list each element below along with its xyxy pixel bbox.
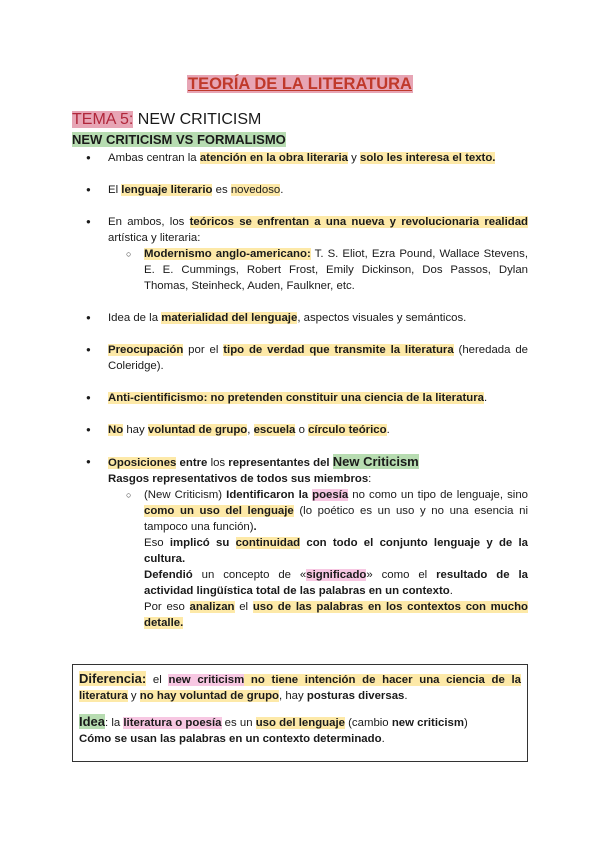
- list-item: ● Idea de la materialidad del lenguaje, aspectos visuales y semánticos.: [72, 310, 528, 326]
- sub-list: [108, 246, 528, 294]
- list-item: ● El lenguaje literario es novedoso.: [72, 182, 528, 198]
- sub-list: [108, 487, 528, 631]
- tema-name: NEW CRITICISM: [133, 111, 262, 128]
- idea-label: Idea: [79, 714, 106, 729]
- sub-list-item: ○ Modernismo anglo-americano: T. S. Eliot, Ezra Pound, Wallace Stevens, E. E. Cummings, Robert Frost, Emily Dickinson, Dos Passos, Dylan Thomas, Steinheck, Auden, Faulkner, etc.: [108, 246, 528, 294]
- summary-box: [72, 664, 528, 762]
- list-item: ● En ambos, los teóricos se enfrentan a una nueva y revolucionaria realidad artística y literaria: ○ Modernismo anglo-americano: T. S. Eliot, Ezra Pound, Wallace Stevens, E. E. Cummings, Robert Frost, Emily Dickinson, Dos Passos, Dylan Thomas, Steinheck, Auden, Faulkner, etc.: [72, 214, 528, 294]
- idea-paragraph: Idea: la literatura o poesía es un uso del lenguaje (cambio new criticism) Cómo se usan las palabras en un contexto determinado.: [79, 714, 468, 745]
- tema-label: TEMA 5:: [72, 111, 134, 128]
- section-heading: NEW CRITICISM VS FORMALISMO: [72, 132, 286, 147]
- difference-label: Diferencia:: [79, 671, 147, 686]
- difference-paragraph: Diferencia: el new criticism no tiene intención de hacer una ciencia de la literatura y no hay voluntad de grupo, hay posturas diversas.: [79, 671, 522, 702]
- list-item: ● Preocupación por el tipo de verdad que transmite la literatura (heredada de Coleridge).: [72, 342, 528, 374]
- tema-heading: [72, 110, 261, 130]
- list-item: ● No hay voluntad de grupo, escuela o círculo teórico.: [72, 422, 528, 438]
- bullet-list: [72, 150, 528, 631]
- list-item: ● Oposiciones entre los representantes del New Criticism Rasgos representativos de todos sus miembros: ○ (New Criticism) Identificaron la poesía no como un tipo de lenguaje, sino como un uso del lenguaje (lo poético es un uso y no una esencia ni tampoco una función). Eso implicó su continuidad con todo el conjunto lenguaje y de la cultura. Defendió un concepto de «significado» como el resultado de la actividad lingüística total de las palabras en un contexto. Por eso analizan el uso de las palabras en los contextos con mucho detalle.: [72, 454, 528, 631]
- sub-list-item: ○ (New Criticism) Identificaron la poesía no como un tipo de lenguaje, sino como un uso del lenguaje (lo poético es un uso y no una esencia ni tampoco una función). Eso implicó su continuidad con todo el conjunto lenguaje y de la cultura. Defendió un concepto de «significado» como el resultado de la actividad lingüística total de las palabras en un contexto. Por eso analizan el uso de las palabras en los contextos con mucho detalle.: [108, 487, 528, 631]
- list-item: ● Ambas centran la atención en la obra literaria y solo les interesa el texto.: [72, 150, 528, 166]
- list-item: ● Anti-cientificismo: no pretenden constituir una ciencia de la literatura.: [72, 390, 528, 406]
- page-title: TEORÍA DE LA LITERATURA: [188, 75, 412, 93]
